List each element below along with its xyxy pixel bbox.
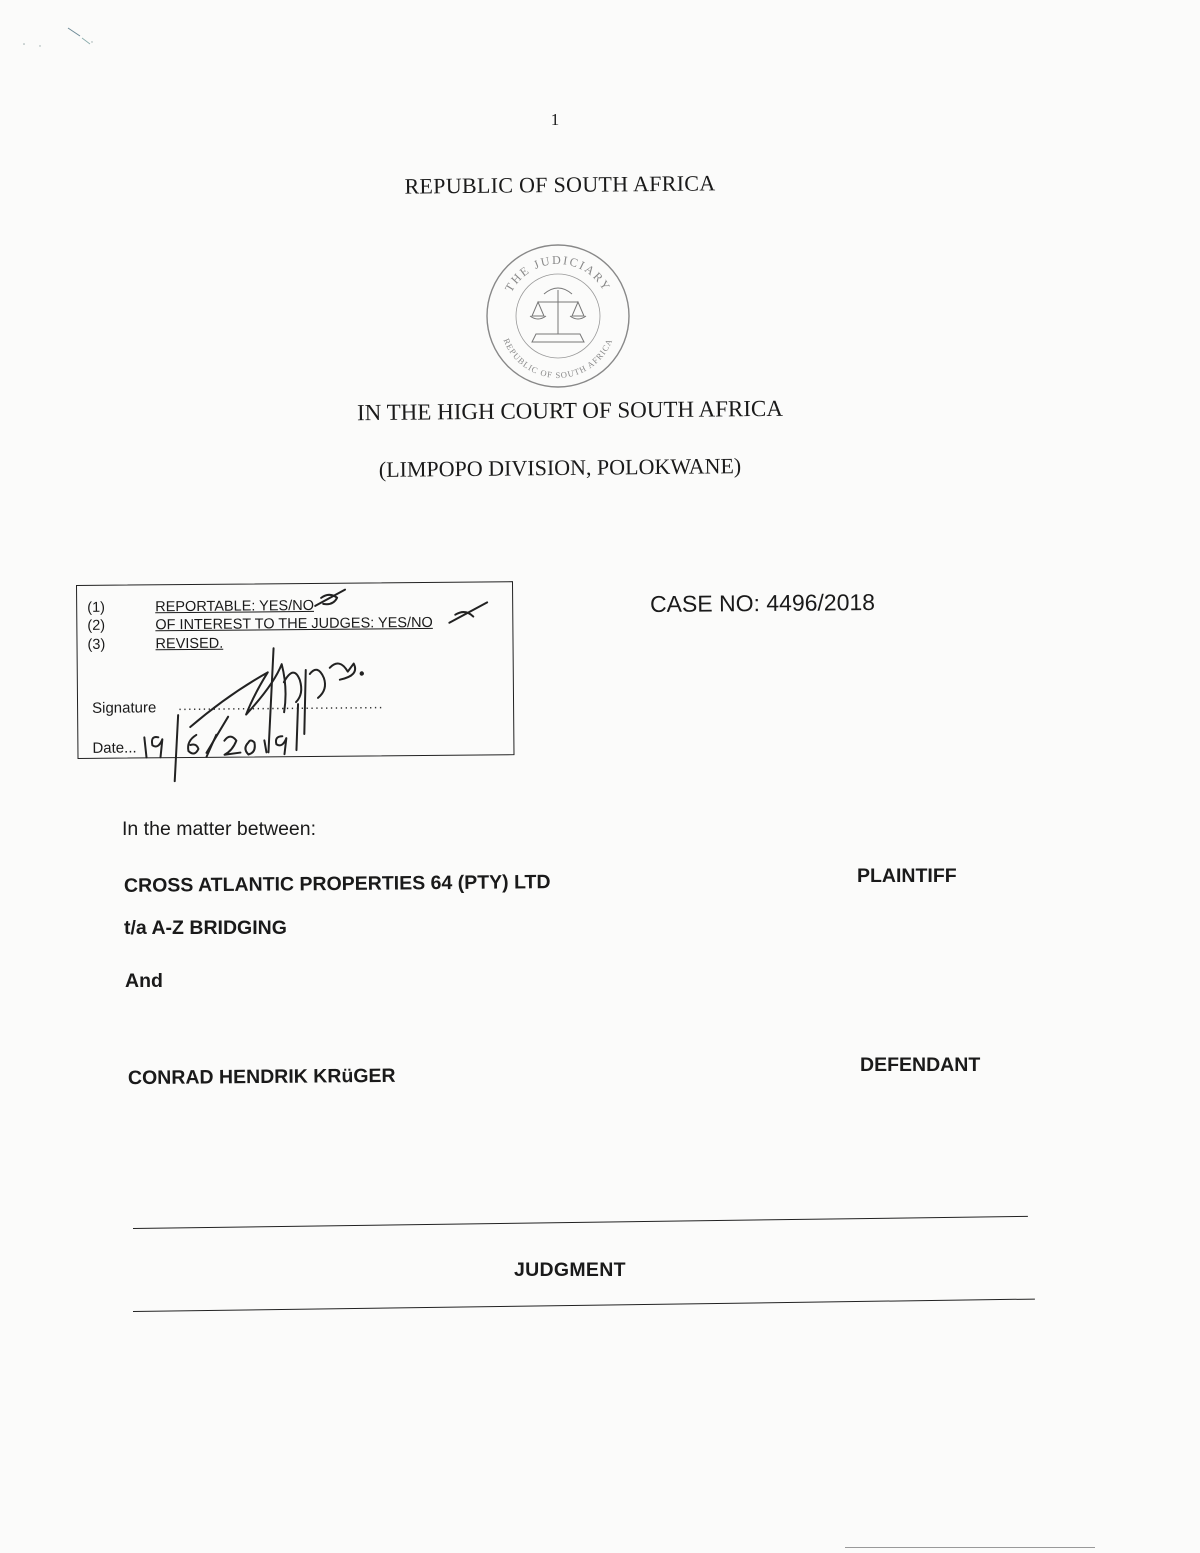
country-heading: REPUBLIC OF SOUTH AFRICA [404, 170, 716, 199]
signature-line: .......................................... [177, 695, 384, 714]
judgment-rule-top [133, 1216, 1028, 1229]
box-item-number: (1) [87, 599, 106, 616]
footer-rule [845, 1547, 1095, 1548]
matter-intro: In the matter between: [122, 818, 317, 840]
handwritten-signature [77, 582, 513, 758]
court-heading: IN THE HIGH COURT OF SOUTH AFRICA [356, 395, 784, 426]
svg-text:THE JUDICIARY: THE JUDICIARY [501, 252, 615, 295]
box-item-text: OF INTEREST TO THE JUDGES: YES/NO [155, 614, 433, 634]
page-number: 1 [550, 110, 560, 129]
judiciary-seal-icon [484, 242, 632, 390]
plaintiff-role: PLAINTIFF [857, 865, 957, 887]
plaintiff-trading-name: t/a A-Z BRIDGING [124, 917, 287, 939]
defendant-name: CONRAD HENDRIK KRüGER [127, 1064, 396, 1090]
defendant-role: DEFENDANT [860, 1054, 981, 1076]
division-heading: (LIMPOPO DIVISION, POLOKWANE) [378, 453, 742, 482]
judgment-rule-bottom [133, 1299, 1035, 1312]
reportable-box [76, 581, 515, 759]
signature-label: Signature [92, 699, 157, 717]
case-number: CASE NO: 4496/2018 [649, 589, 876, 617]
date-label: Date... [92, 739, 137, 757]
box-item-text: REVISED. [155, 635, 224, 653]
plaintiff-name: CROSS ATLANTIC PROPERTIES 64 (PTY) LTD [123, 871, 551, 897]
box-item-number: (3) [87, 636, 106, 653]
scan-artifact-marks [10, 22, 110, 62]
svg-text:REPUBLIC OF SOUTH AFRICA: REPUBLIC OF SOUTH AFRICA [501, 336, 615, 380]
judgment-title: JUDGMENT [514, 1259, 626, 1281]
box-item-number: (2) [87, 617, 106, 634]
parties-conjunction: And [125, 970, 163, 992]
box-item-text: REPORTABLE: YES/NO [155, 597, 315, 616]
